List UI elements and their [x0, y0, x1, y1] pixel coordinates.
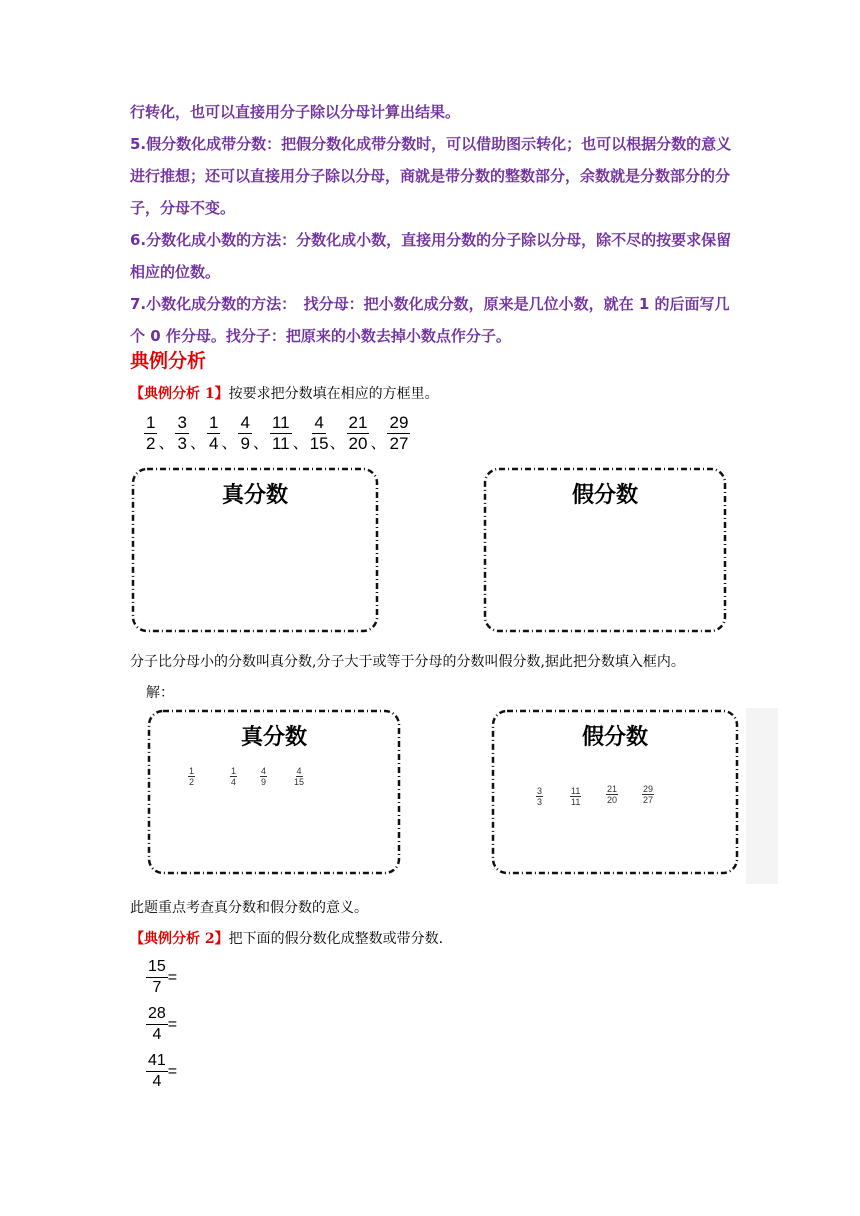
improper-fraction — [146, 1005, 168, 1044]
numerator: 21 — [348, 413, 368, 432]
knowledge-line-continued: 行转化，也可以直接用分子除以分母计算出结果。 — [130, 103, 461, 121]
solution-label: 解： — [146, 685, 174, 701]
equals-sign: = — [167, 1062, 178, 1080]
separator: 、 — [292, 433, 309, 452]
answer-fraction — [536, 786, 543, 807]
denominator: 9 — [261, 777, 267, 787]
fraction — [207, 414, 220, 453]
proper-fraction-box — [128, 464, 382, 636]
equals-sign: = — [167, 1015, 178, 1033]
answer-improper-title: 假分数 — [581, 725, 648, 750]
section-title: 典例分析 — [130, 350, 207, 372]
example1-explanation: 分子比分母小的分数叫真分数,分子大于或等于分母的分数叫假分数,据此把分数填入框内。 — [130, 654, 685, 670]
denominator: 3 — [537, 797, 543, 807]
answer-fraction — [188, 766, 195, 787]
image-edge — [746, 708, 778, 884]
separator: 、 — [158, 433, 175, 452]
conversion-item — [146, 1052, 177, 1091]
proper-box-title: 真分数 — [221, 483, 288, 508]
denominator: 4 — [152, 1073, 162, 1090]
answer-improper-box — [488, 706, 742, 878]
separator: 、 — [252, 433, 269, 452]
denominator: 7 — [152, 979, 162, 996]
numerator: 15 — [146, 958, 168, 978]
numerator: 3 — [177, 413, 187, 432]
knowledge-item-7: 7.小数化成分数的方法： 找分母：把小数化成分数，原来是几位小数，就在 1 的后面写几个 0 作分母。找分子：把原来的小数去掉小数点作分子。 — [130, 295, 730, 345]
numerator: 4 — [314, 413, 324, 432]
answer-proper-box — [144, 706, 404, 878]
numerator: 29 — [643, 784, 654, 794]
example2-tag: 【典例分析 2】 — [130, 931, 229, 947]
answer-fraction — [294, 766, 304, 787]
denominator: 4 — [152, 1026, 162, 1043]
denominator: 20 — [607, 795, 618, 805]
numerator: 21 — [607, 784, 618, 794]
numerator: 41 — [146, 1052, 168, 1072]
numerator: 28 — [146, 1005, 168, 1025]
separator: 、 — [329, 433, 346, 452]
denominator: 2 — [189, 777, 195, 787]
fraction — [144, 414, 157, 453]
improper-fraction — [146, 1052, 168, 1091]
example1-note: 此题重点考查真分数和假分数的意义。 — [130, 900, 368, 916]
denominator: 11 — [571, 797, 581, 807]
denominator: 15 — [294, 777, 305, 787]
conversion-item — [146, 1005, 177, 1044]
numerator: 4 — [296, 766, 302, 776]
example2-question-text: 把下面的假分数化成整数或带分数. — [228, 931, 444, 947]
denominator: 4 — [231, 777, 237, 787]
fraction — [310, 414, 329, 453]
numerator: 4 — [240, 413, 250, 432]
numerator: 3 — [537, 786, 543, 796]
knowledge-item-5: 5.假分数化成带分数：把假分数化成带分数时，可以借助图示转化；也可以根据分数的意义进行推想；还可以直接用分子除以分母，商就是带分数的整数部分，余数就是分数部分的分子，分母不变。 — [130, 135, 732, 217]
denominator: 4 — [208, 434, 219, 453]
numerator: 1 — [146, 413, 156, 432]
separator: 、 — [189, 433, 206, 452]
numerator: 29 — [389, 413, 409, 432]
answer-fraction — [570, 786, 581, 807]
denominator: 3 — [177, 434, 187, 453]
answer-fraction — [230, 766, 237, 787]
separator: 、 — [370, 433, 387, 452]
answer-proper-title: 真分数 — [240, 725, 307, 750]
conversion-item — [146, 958, 177, 997]
equals-sign: = — [167, 968, 178, 986]
numerator: 1 — [231, 766, 237, 776]
numerator: 4 — [261, 766, 267, 776]
fraction — [347, 414, 370, 453]
fraction — [238, 414, 251, 453]
fraction-list — [144, 414, 410, 453]
numerator: 11 — [571, 786, 581, 796]
improper-fraction-box — [480, 464, 730, 636]
denominator: 20 — [348, 434, 368, 453]
example2-question — [130, 929, 443, 949]
numerator: 1 — [208, 413, 219, 432]
denominator: 11 — [271, 434, 290, 453]
denominator: 2 — [146, 434, 156, 453]
separator: 、 — [221, 433, 238, 452]
denominator: 27 — [389, 434, 409, 453]
numerator: 1 — [189, 766, 195, 776]
denominator: 9 — [240, 434, 250, 453]
denominator: 15 — [309, 434, 329, 453]
answer-fraction — [606, 784, 618, 805]
example1-question-text: 按要求把分数填在相应的方框里。 — [228, 386, 439, 402]
answer-fraction — [260, 766, 267, 787]
fraction — [270, 414, 292, 453]
answer-fraction — [642, 784, 654, 805]
denominator: 27 — [643, 795, 654, 805]
fraction — [387, 414, 410, 453]
example1-tag: 【典例分析 1】 — [130, 386, 229, 402]
improper-box-title: 假分数 — [571, 483, 638, 508]
numerator: 11 — [271, 413, 290, 432]
fraction — [175, 414, 188, 453]
example1-question — [130, 384, 439, 404]
improper-fraction — [146, 958, 168, 997]
knowledge-item-6: 6.分数化成小数的方法：分数化成小数，直接用分数的分子除以分母，除不尽的按要求保留相应的位数。 — [130, 231, 732, 281]
